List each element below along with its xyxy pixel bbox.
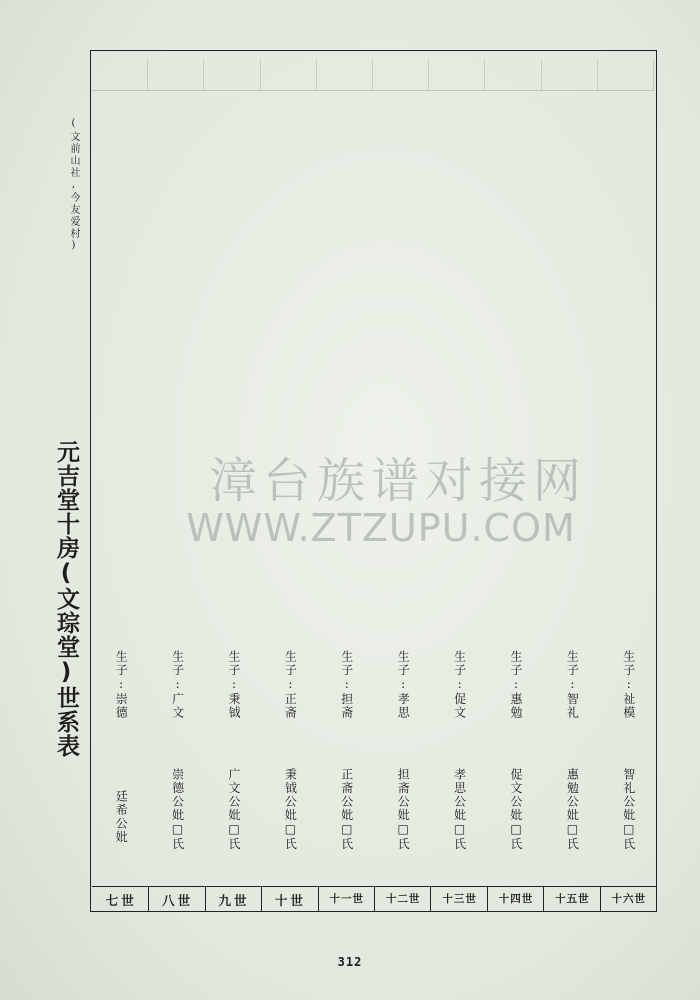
ancestor-name: 惠勉公妣□氏 — [565, 768, 580, 851]
column-divider — [318, 886, 319, 911]
generation-label: 八世 — [162, 893, 194, 908]
generation-label: 十三世 — [442, 893, 477, 905]
column-divider — [543, 886, 544, 911]
column-divider — [487, 886, 488, 911]
column-divider — [430, 886, 431, 911]
column-divider — [261, 886, 262, 911]
generation-label: 十六世 — [611, 893, 647, 905]
ancestor-name: 促文公妣□氏 — [509, 768, 523, 851]
column-divider — [600, 886, 601, 911]
children-names: 生子:广文 — [170, 650, 185, 720]
children-names: 生子:惠勉 — [509, 650, 523, 720]
children-names: 生子:智礼 — [565, 650, 580, 720]
children-names: 生子:崇德 — [114, 650, 129, 720]
page-number: 312 — [337, 955, 363, 969]
generation-label: 九世 — [218, 893, 250, 908]
ancestor-name: 秉钺公妣□氏 — [283, 768, 298, 851]
children-names: 生子:促文 — [452, 650, 467, 720]
ancestor-name: 孝思公妣□氏 — [452, 768, 467, 851]
children-names: 生子:孝思 — [396, 650, 411, 720]
page-subtitle: (文前山社,今友爱村) — [68, 118, 79, 253]
ancestor-name: 广文公妣□氏 — [227, 768, 241, 851]
ancestor-name: 廷希公妣 — [114, 790, 129, 844]
column-divider — [374, 886, 375, 911]
ancestor-name: 智礼公妣□氏 — [621, 768, 636, 851]
generation-label: 十一世 — [329, 893, 365, 905]
watermark-chinese: 漳台族谱对接网 — [208, 453, 587, 509]
children-names: 生子:秉钺 — [227, 650, 241, 720]
ancestor-name: 正斋公妣□氏 — [339, 768, 354, 851]
column-divider — [205, 886, 206, 911]
children-names: 生子:担斋 — [339, 650, 354, 720]
ancestor-name: 崇德公妣□氏 — [170, 768, 185, 851]
ancestor-name: 担斋公妣□氏 — [396, 768, 411, 851]
children-names: 生子:祉模 — [621, 650, 636, 720]
watermark-english: WWW.ZTZUPU.COM — [186, 506, 576, 550]
generation-label: 七世 — [105, 893, 137, 908]
page-title: 元吉堂十房(文琮堂)世系表 — [53, 440, 79, 758]
generation-label: 十四世 — [498, 893, 534, 905]
generation-label: 十世 — [274, 893, 306, 908]
column-divider — [148, 886, 149, 911]
generation-label: 十五世 — [555, 893, 590, 905]
bleed-through-header — [92, 60, 654, 91]
generation-label: 十二世 — [385, 893, 421, 905]
children-names: 生子:正斋 — [283, 650, 298, 720]
